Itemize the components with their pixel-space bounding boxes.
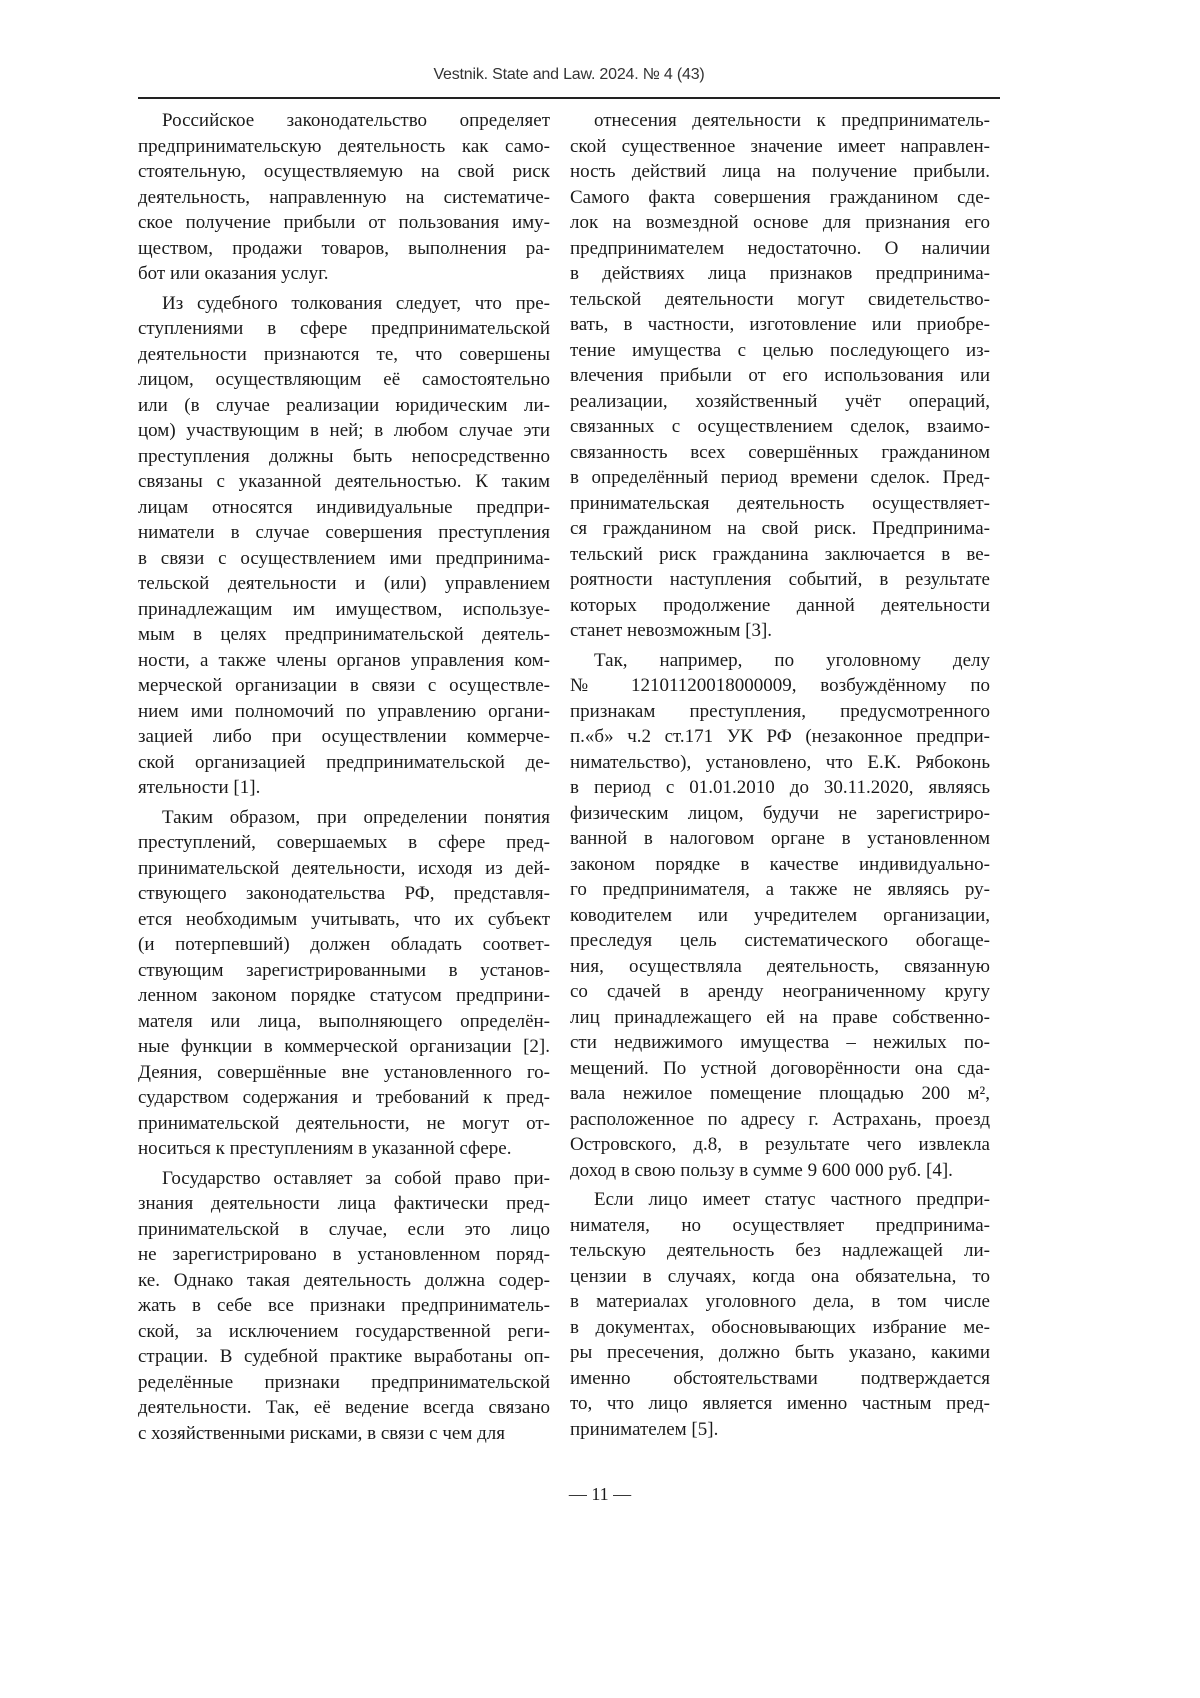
text-line: принимательская деятельность осуществляет-	[570, 491, 990, 517]
text-line: законом порядке в качестве индивидуально-	[570, 852, 990, 878]
text-line: преступлений, совершаемых в сфере пред-	[138, 830, 550, 856]
text-line: страции. В судебной практике выработаны оп-	[138, 1344, 550, 1370]
text-line: лицом, осуществляющим её самостоятельно	[138, 367, 550, 393]
text-line: стоятельную, осуществляемую на свой риск	[138, 159, 550, 185]
paragraph	[138, 291, 550, 801]
text-line: ской существенное значение имеет направлен-	[570, 134, 990, 160]
text-line: тельский риск гражданина заключается в ве-	[570, 542, 990, 568]
text-line: ступлениями в сфере предпринимательской	[138, 316, 550, 342]
paragraph	[138, 805, 550, 1162]
text-line: № 12101120018000009, возбуждённому по	[570, 673, 990, 699]
text-line: ределённые признаки предпринимательской	[138, 1370, 550, 1396]
text-line: предпринимательскую деятельность как само-	[138, 134, 550, 160]
text-line: нием ими полномочий по управлению органи-	[138, 699, 550, 725]
text-line: преследуя цель систематического обогаще-	[570, 928, 990, 954]
text-line: доход в свою пользу в сумме 9 600 000 руб. [4].	[570, 1158, 990, 1184]
text-line: с хозяйственными рисками, в связи с чем для	[138, 1421, 550, 1447]
text-line: ры пресечения, должно быть указано, какими	[570, 1340, 990, 1366]
text-line: нимательство), установлено, что Е.К. Рябоконь	[570, 750, 990, 776]
text-line: сти недвижимого имущества – нежилых по-	[570, 1030, 990, 1056]
header-rule	[138, 97, 1000, 99]
text-line: деятельности признаются те, что совершены	[138, 342, 550, 368]
text-line: ванной в налоговом органе в установленном	[570, 826, 990, 852]
text-line: ности, а также члены органов управления ком-	[138, 648, 550, 674]
text-line: роятности наступления событий, в результате	[570, 567, 990, 593]
text-line: именно обстоятельствами подтверждается	[570, 1366, 990, 1392]
paragraph	[138, 1166, 550, 1447]
text-line: лок на возмездной основе для признания его	[570, 210, 990, 236]
text-line: Так, например, по уголовному делу	[570, 648, 990, 674]
text-line: цензии в случаях, когда она обязательна, то	[570, 1264, 990, 1290]
text-line: вать, в частности, изготовление или приобре-	[570, 312, 990, 338]
text-line: зацией либо при осуществлении коммерче-	[138, 724, 550, 750]
text-line: в период с 01.01.2010 до 30.11.2020, являясь	[570, 775, 990, 801]
left-column	[138, 108, 550, 1450]
text-line: ятельности [1].	[138, 775, 550, 801]
text-line: в материалах уголовного дела, в том числе	[570, 1289, 990, 1315]
text-line: то, что лицо является именно частным пред-	[570, 1391, 990, 1417]
text-line: мещений. По устной договорённости она сда-	[570, 1056, 990, 1082]
text-line: Самого факта совершения гражданином сде-	[570, 185, 990, 211]
text-line: нимателя, но осуществляет предпринима-	[570, 1213, 990, 1239]
text-line: в документах, обосновывающих избрание ме-	[570, 1315, 990, 1341]
text-line: п.«б» ч.2 ст.171 УК РФ (незаконное предпри-	[570, 724, 990, 750]
text-line: ководителем или учредителем организации,	[570, 903, 990, 929]
text-line: мателя или лица, выполняющего определён-	[138, 1009, 550, 1035]
text-line: тельской деятельности и (или) управлением	[138, 571, 550, 597]
text-line: носиться к преступлениям в указанной сфере.	[138, 1136, 550, 1162]
text-line: ные функции в коммерческой организации [2].	[138, 1034, 550, 1060]
text-line: тение имущества с целью последующего из-	[570, 338, 990, 364]
text-line: Деяния, совершённые вне установленного го-	[138, 1060, 550, 1086]
text-line: связанных с осуществлением сделок, взаимо-	[570, 414, 990, 440]
text-line: связаны с указанной деятельностью. К таким	[138, 469, 550, 495]
text-line: знания деятельности лица фактически пред-	[138, 1191, 550, 1217]
text-line: принимательской деятельности, не могут от-	[138, 1111, 550, 1137]
text-line: признакам преступления, предусмотренного	[570, 699, 990, 725]
paragraph	[570, 108, 990, 644]
text-line: ке. Однако такая деятельность должна содер-	[138, 1268, 550, 1294]
text-line: расположенное по адресу г. Астрахань, проезд	[570, 1107, 990, 1133]
text-line: которых продолжение данной деятельности	[570, 593, 990, 619]
text-line: жать в себе все признаки предприниматель-	[138, 1293, 550, 1319]
text-line: ской организацией предпринимательской де-	[138, 750, 550, 776]
text-line: ниматели в случае совершения преступления	[138, 520, 550, 546]
text-line: связанность всех совершённых гражданином	[570, 440, 990, 466]
text-line: в связи с осуществлением ими предпринима-	[138, 546, 550, 572]
text-line: в определённый период времени сделок. Пред-	[570, 465, 990, 491]
text-line: деятельность, направленную на систематиче-	[138, 185, 550, 211]
text-line: ское получение прибыли от пользования иму-	[138, 210, 550, 236]
text-line: мым в целях предпринимательской деятель-	[138, 622, 550, 648]
text-line: мерческой организации в связи с осуществле-	[138, 673, 550, 699]
text-line: со сдачей в аренду неограниченному кругу	[570, 979, 990, 1005]
text-line: предпринимателем недостаточно. О наличии	[570, 236, 990, 262]
text-line: принимательской деятельности, исходя из дей-	[138, 856, 550, 882]
text-line: сударством содержания и требований к пред-	[138, 1085, 550, 1111]
text-line: преступления должны быть непосредственно	[138, 444, 550, 470]
text-line: отнесения деятельности к предприниматель-	[570, 108, 990, 134]
text-line: не зарегистрировано в установленном поряд-	[138, 1242, 550, 1268]
text-line: (и потерпевший) должен обладать соответ-	[138, 932, 550, 958]
running-header: Vestnik. State and Law. 2024. № 4 (43)	[138, 66, 1000, 84]
text-line: принадлежащим им имуществом, используе-	[138, 597, 550, 623]
text-line: Островского, д.8, в результате чего извлекла	[570, 1132, 990, 1158]
paragraph	[570, 1187, 990, 1442]
text-line: Российское законодательство определяет	[138, 108, 550, 134]
text-line: ствующего законодательства РФ, представля-	[138, 881, 550, 907]
text-line: Таким образом, при определении понятия	[138, 805, 550, 831]
page-number: — 11 —	[0, 1484, 1200, 1505]
right-column	[570, 108, 990, 1446]
text-line: деятельности. Так, её ведение всегда связано	[138, 1395, 550, 1421]
text-line: принимательской в случае, если это лицо	[138, 1217, 550, 1243]
text-line: Государство оставляет за собой право при-	[138, 1166, 550, 1192]
paragraph	[570, 648, 990, 1184]
text-line: влечения прибыли от его использования или	[570, 363, 990, 389]
text-line: тельскую деятельность без надлежащей ли-	[570, 1238, 990, 1264]
text-line: лиц принадлежащего ей на праве собственно-	[570, 1005, 990, 1031]
text-line: ность действий лица на получение прибыли.	[570, 159, 990, 185]
text-line: или (в случае реализации юридическим ли-	[138, 393, 550, 419]
text-line: цом) участвующим в ней; в любом случае эти	[138, 418, 550, 444]
text-line: Из судебного толкования следует, что пре-	[138, 291, 550, 317]
text-line: ленном законом порядке статусом предприни-	[138, 983, 550, 1009]
text-line: Если лицо имеет статус частного предпри-	[570, 1187, 990, 1213]
text-line: станет невозможным [3].	[570, 618, 990, 644]
text-line: ской, за исключением государственной реги-	[138, 1319, 550, 1345]
text-line: ществом, продажи товаров, выполнения ра-	[138, 236, 550, 262]
paragraph	[138, 108, 550, 287]
text-line: ется необходимым учитывать, что их субъект	[138, 907, 550, 933]
text-line: физическим лицом, будучи не зарегистриро-	[570, 801, 990, 827]
text-line: ния, осуществляла деятельность, связанную	[570, 954, 990, 980]
text-line: го предпринимателя, а также не являясь ру-	[570, 877, 990, 903]
text-line: в действиях лица признаков предпринима-	[570, 261, 990, 287]
text-line: тельской деятельности могут свидетельство-	[570, 287, 990, 313]
text-line: ся гражданином на свой риск. Предпринима-	[570, 516, 990, 542]
text-line: бот или оказания услуг.	[138, 261, 550, 287]
text-line: принимателем [5].	[570, 1417, 990, 1443]
text-line: лицам относятся индивидуальные предпри-	[138, 495, 550, 521]
text-line: вала нежилое помещение площадью 200 м²,	[570, 1081, 990, 1107]
text-line: ствующим зарегистрированными в установ-	[138, 958, 550, 984]
text-line: реализации, хозяйственный учёт операций,	[570, 389, 990, 415]
